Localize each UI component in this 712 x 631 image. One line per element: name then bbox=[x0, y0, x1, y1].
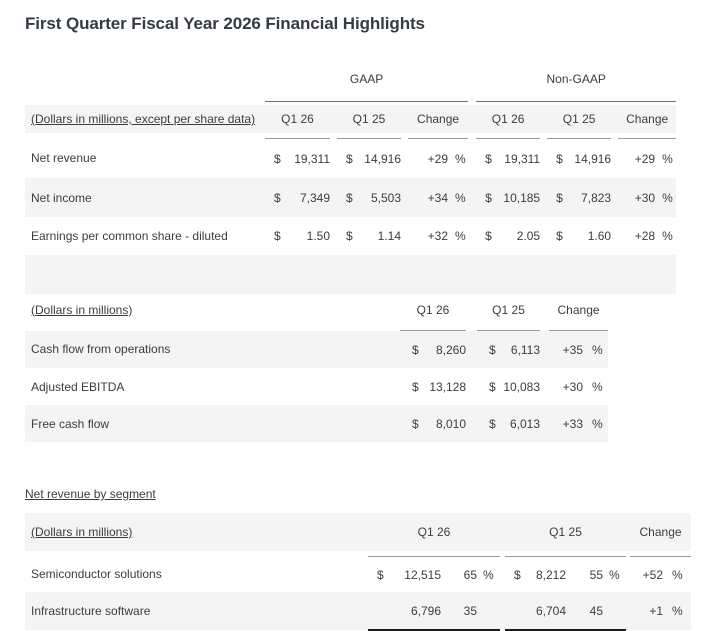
share-percent-value: 45 bbox=[566, 592, 603, 630]
currency-symbol: $ bbox=[377, 567, 384, 582]
col-header-q1-26: Q1 26 bbox=[416, 302, 450, 317]
change-value: +1 bbox=[630, 592, 666, 630]
column-header-row bbox=[25, 513, 691, 551]
col-header-q1-26: Q1 26 bbox=[368, 513, 500, 551]
col-header-nongaap-q1-26: Q1 26 bbox=[476, 105, 540, 133]
cell-value: 13,128 bbox=[429, 379, 467, 394]
change-value: +29 bbox=[634, 151, 656, 166]
percent-sign: % bbox=[609, 567, 620, 582]
cell-value: 6,704 bbox=[524, 592, 566, 630]
cell-value: 1.60 bbox=[587, 229, 612, 243]
cell-value: 10,185 bbox=[496, 178, 540, 217]
cell-value: 1.14 bbox=[377, 229, 401, 243]
column-header-row bbox=[25, 294, 608, 325]
segment-revenue-table bbox=[25, 513, 691, 631]
cell-value: 19,311 bbox=[294, 151, 330, 166]
currency-symbol bbox=[368, 592, 388, 630]
row-label: Net income bbox=[25, 178, 265, 217]
cell-value: 14,916 bbox=[574, 151, 612, 166]
percent-sign: % bbox=[658, 178, 676, 217]
currency-symbol: $ bbox=[485, 151, 492, 166]
currency-symbol: $ bbox=[274, 151, 281, 166]
percent-sign: % bbox=[592, 379, 603, 394]
table-row-adjusted-ebitda bbox=[25, 368, 608, 405]
change-value: +33 bbox=[549, 405, 586, 442]
currency-symbol: $ bbox=[400, 405, 420, 442]
col-header-nongaap-q1-25: Q1 25 bbox=[547, 105, 611, 133]
non-gaap-group-label: Non-GAAP bbox=[476, 52, 676, 102]
cell-value: 6,796 bbox=[388, 592, 441, 630]
percent-sign: % bbox=[455, 229, 466, 243]
cell-value: 10,083 bbox=[503, 379, 541, 394]
cell-value: 6,013 bbox=[495, 405, 540, 442]
currency-symbol: $ bbox=[400, 331, 420, 369]
col-header-gaap-change: Change bbox=[408, 105, 468, 133]
change-value: +29 bbox=[427, 151, 448, 166]
row-label: Adjusted EBITDA bbox=[31, 379, 125, 394]
cell-value: 19,311 bbox=[504, 151, 541, 166]
cell-value: 8,010 bbox=[420, 405, 466, 442]
currency-symbol: $ bbox=[412, 379, 419, 394]
table-row-net-revenue bbox=[25, 139, 676, 179]
gaap-nongaap-table bbox=[25, 52, 676, 294]
cell-value: 8,260 bbox=[420, 331, 466, 369]
currency-symbol: $ bbox=[477, 405, 495, 442]
col-header-gaap-q1-25: Q1 25 bbox=[337, 105, 401, 133]
cell-value: 6,113 bbox=[495, 331, 540, 369]
cell-value: 12,515 bbox=[404, 567, 441, 582]
row-label: Cash flow from operations bbox=[25, 331, 400, 369]
currency-symbol bbox=[505, 592, 524, 630]
cell-value: 8,212 bbox=[535, 567, 567, 582]
change-value: +52 bbox=[642, 567, 664, 582]
col-header-q1-25: Q1 25 bbox=[492, 302, 525, 317]
currency-symbol: $ bbox=[265, 178, 285, 217]
table-row-semiconductor-solutions bbox=[25, 557, 691, 593]
change-value: +32 bbox=[427, 229, 448, 243]
percent-sign: % bbox=[666, 592, 691, 630]
currency-symbol: $ bbox=[514, 567, 521, 582]
share-percent-value: 55 bbox=[589, 567, 604, 582]
cell-value: 7,349 bbox=[285, 178, 330, 217]
cell-value: 5,503 bbox=[357, 178, 401, 217]
cell-value: 7,823 bbox=[567, 178, 611, 217]
spacer-band bbox=[25, 255, 676, 294]
currency-symbol: $ bbox=[556, 229, 563, 243]
units-label: (Dollars in millions, except per share data) bbox=[25, 105, 265, 133]
col-header-nongaap-change: Change bbox=[618, 105, 676, 133]
percent-sign: % bbox=[662, 151, 673, 166]
currency-symbol: $ bbox=[485, 229, 492, 243]
table-row-eps-diluted bbox=[25, 217, 676, 255]
col-header-gaap-q1-26: Q1 26 bbox=[265, 105, 330, 133]
change-value: +30 bbox=[618, 178, 658, 217]
column-header-row bbox=[25, 105, 676, 133]
percent-sign: % bbox=[483, 567, 494, 582]
currency-symbol: $ bbox=[476, 178, 496, 217]
row-label: Infrastructure software bbox=[25, 592, 368, 630]
units-label: (Dollars in millions) bbox=[25, 513, 368, 551]
share-percent-value: 35 bbox=[441, 592, 477, 630]
percent-sign: % bbox=[455, 151, 466, 166]
percent-sign: % bbox=[662, 229, 673, 243]
row-label: Semiconductor solutions bbox=[31, 567, 162, 582]
table-row-free-cash-flow bbox=[25, 405, 608, 442]
row-label: Net revenue bbox=[31, 151, 97, 166]
table-row-infrastructure-software bbox=[25, 592, 691, 630]
currency-symbol: $ bbox=[337, 178, 357, 217]
segment-section-title: Net revenue by segment bbox=[25, 487, 156, 501]
table-row-net-income bbox=[25, 178, 676, 217]
gaap-group-label: GAAP bbox=[265, 52, 468, 102]
percent-sign: % bbox=[672, 567, 683, 582]
row-label: Free cash flow bbox=[25, 405, 400, 442]
change-value: +34 bbox=[408, 178, 451, 217]
percent-sign bbox=[477, 592, 500, 630]
share-percent-value: 65 bbox=[463, 567, 477, 582]
group-header-row bbox=[25, 52, 676, 102]
cash-flow-table bbox=[25, 294, 608, 442]
percent-sign: % bbox=[451, 178, 468, 217]
col-header-change: Change bbox=[557, 302, 600, 317]
change-value: +30 bbox=[562, 379, 584, 394]
cell-value: 14,916 bbox=[364, 151, 401, 166]
currency-symbol: $ bbox=[547, 178, 567, 217]
change-value: +35 bbox=[549, 331, 586, 369]
percent-sign: % bbox=[586, 405, 608, 442]
units-label: (Dollars in millions) bbox=[31, 302, 133, 317]
currency-symbol: $ bbox=[489, 379, 496, 394]
cell-value: 2.05 bbox=[516, 229, 541, 243]
percent-sign bbox=[603, 592, 626, 630]
change-value: +28 bbox=[634, 229, 656, 243]
col-header-q1-25: Q1 25 bbox=[505, 513, 626, 551]
currency-symbol: $ bbox=[274, 229, 281, 243]
page-title: First Quarter Fiscal Year 2026 Financial Highlights bbox=[25, 14, 425, 33]
currency-symbol: $ bbox=[556, 151, 563, 166]
table-row-cash-flow-operations bbox=[25, 331, 608, 369]
row-label: Earnings per common share - diluted bbox=[31, 229, 228, 243]
currency-symbol: $ bbox=[477, 331, 495, 369]
percent-sign: % bbox=[586, 331, 608, 369]
currency-symbol: $ bbox=[346, 151, 353, 166]
cell-value: 1.50 bbox=[306, 229, 330, 243]
col-header-change: Change bbox=[630, 513, 691, 551]
currency-symbol: $ bbox=[346, 229, 353, 243]
